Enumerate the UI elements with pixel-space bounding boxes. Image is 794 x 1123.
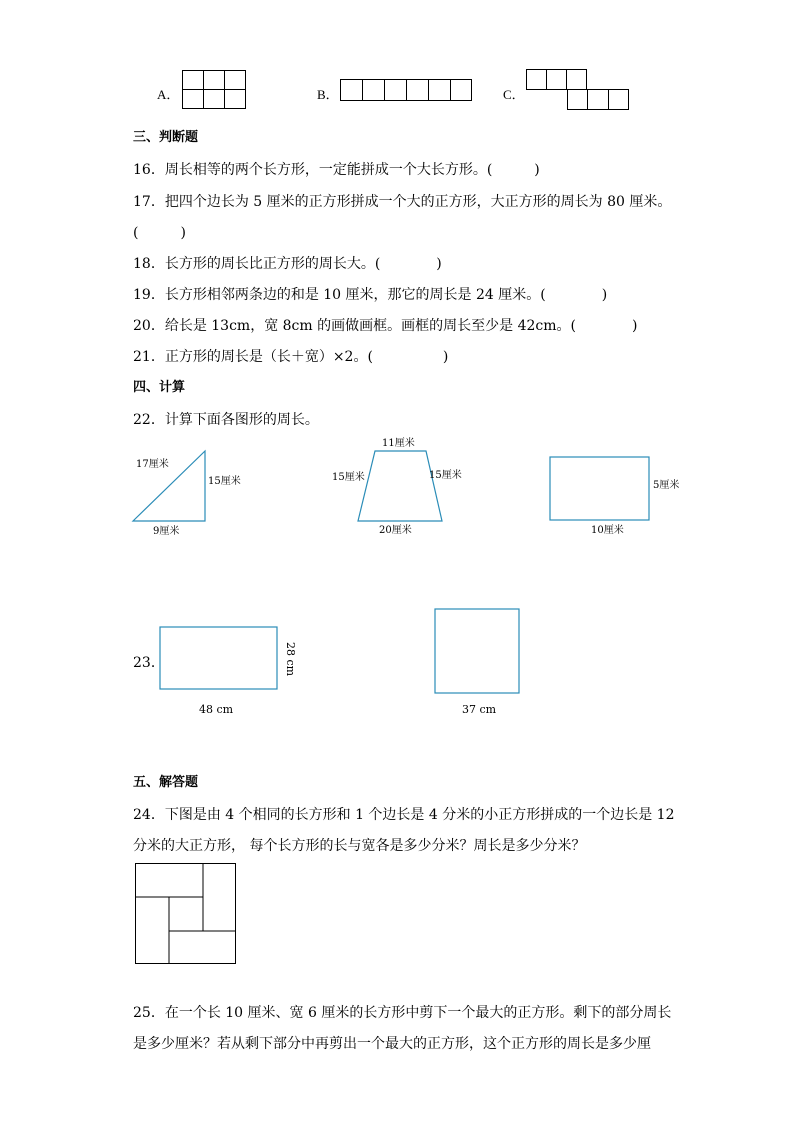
- trapezoid-right-label: 15厘米: [429, 470, 462, 481]
- section-4-title: 四、计算: [133, 380, 186, 395]
- triangle-hyp-label: 17厘米: [136, 459, 169, 470]
- question-17-line1: 17．把四个边长为 5 厘米的正方形拼成一个大的正方形，大正方形的周长为 80 厘米。: [133, 194, 672, 210]
- question-17-line2: ( ): [133, 225, 186, 241]
- trapezoid-shape: [358, 451, 442, 521]
- question-24-line1: 24．下图是由 4 个相同的长方形和 1 个边长是 4 分米的小正方形拼成的一个边长是 12: [133, 807, 675, 823]
- question-23: 23．: [133, 655, 165, 671]
- section-5-title: 五、解答题: [133, 775, 199, 790]
- triangle-base-label: 9厘米: [153, 526, 180, 537]
- question-19: 19．长方形相邻两条边的和是 10 厘米，那它的周长是 24 厘米。( ): [133, 287, 608, 303]
- triangle-side-label: 15厘米: [208, 476, 241, 487]
- section-3-title: 三、判断题: [133, 130, 199, 145]
- question-16: 16．周长相等的两个长方形，一定能拼成一个大长方形。( ): [133, 162, 540, 178]
- rectangle-shape: [550, 457, 649, 520]
- option-b-label: B．: [317, 87, 339, 102]
- q23-figures: [150, 600, 550, 725]
- question-18: 18．长方形的周长比正方形的周长大。( ): [133, 256, 442, 272]
- q23-rectangle-width-label: 48 cm: [199, 703, 234, 716]
- trapezoid-top-label: 11厘米: [382, 438, 415, 449]
- question-25-line2: 是多少厘米？若从剩下部分中再剪出一个最大的正方形，这个正方形的周长是多少厘: [133, 1036, 651, 1052]
- question-22: 22．计算下面各图形的周长。: [133, 412, 319, 428]
- q23-square: [435, 609, 519, 693]
- question-24-line2: 分米的大正方形， 每个长方形的长与宽各是多少分米？周长是多少分米？: [133, 838, 586, 854]
- trapezoid-bottom-label: 20厘米: [379, 525, 412, 536]
- question-20: 20．给长是 13cm，宽 8cm 的画做画框。画框的周长至少是 42cm。( ): [133, 318, 638, 334]
- rectangle-side-label: 5厘米: [653, 480, 680, 491]
- option-b-figure: [340, 79, 474, 103]
- option-c-figure: [526, 69, 632, 113]
- rectangle-bottom-label: 10厘米: [591, 525, 624, 536]
- option-a-label: A．: [157, 87, 180, 102]
- option-a-figure: [182, 70, 248, 112]
- q23-rectangle: [160, 627, 277, 689]
- q23-rectangle-height-label: 28 cm: [284, 642, 297, 677]
- question-21: 21．正方形的周长是（长＋宽）×2。( ): [133, 349, 449, 365]
- option-c-label: C．: [503, 87, 525, 102]
- question-25-line1: 25．在一个长 10 厘米、宽 6 厘米的长方形中剪下一个最大的正方形。剩下的部分周长: [133, 1005, 672, 1021]
- q22-figures: [120, 430, 700, 540]
- q23-square-side-label: 37 cm: [462, 703, 497, 716]
- q24-figure: [134, 862, 238, 966]
- trapezoid-left-label: 15厘米: [332, 472, 365, 483]
